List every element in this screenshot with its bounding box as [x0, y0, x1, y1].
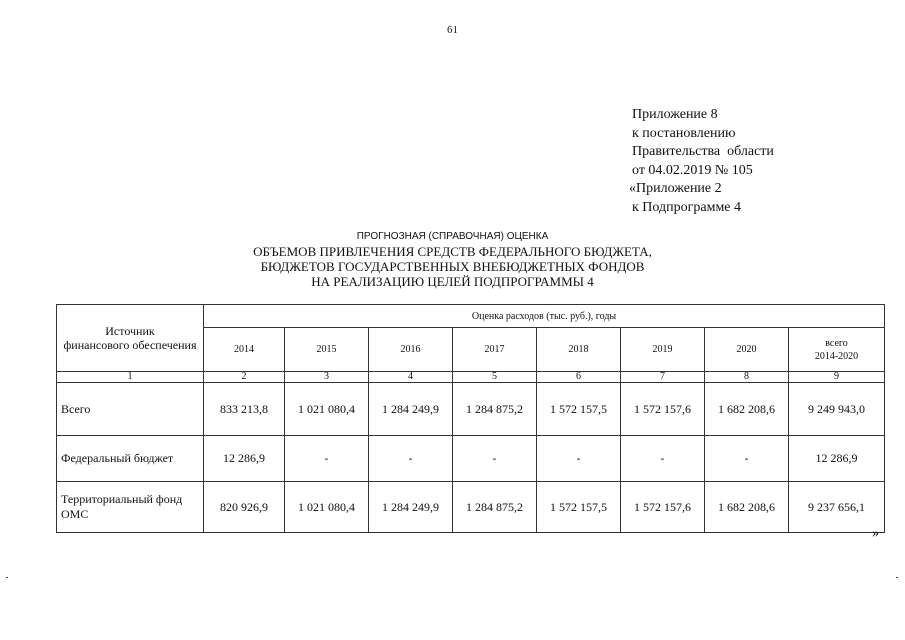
column-number: 9	[789, 372, 885, 383]
table-cell: 1 572 157,6	[621, 482, 705, 533]
column-number-row	[57, 372, 885, 383]
column-number: 8	[705, 372, 789, 383]
table-cell: -	[285, 436, 369, 482]
table-cell: -	[705, 436, 789, 482]
year-header: 2015	[285, 328, 369, 372]
table-cell: 833 213,8	[204, 383, 285, 436]
page-number: 61	[447, 24, 458, 36]
scan-edge-mark	[896, 577, 898, 578]
column-number: 1	[57, 372, 204, 383]
total-header-line: всего	[825, 337, 848, 349]
appendix-reference	[629, 106, 774, 217]
heading-line: НА РЕАЛИЗАЦИЮ ЦЕЛЕЙ ПОДПРОГРАММЫ 4	[311, 274, 594, 289]
table-cell: 9 237 656,1	[789, 482, 885, 533]
year-header: 2020	[705, 328, 789, 372]
table-cell: 1 021 080,4	[285, 383, 369, 436]
appendix-line: к постановлению	[632, 125, 736, 141]
table-cell: 12 286,9	[204, 436, 285, 482]
total-header-line: 2014-2020	[814, 350, 859, 362]
heading-line: ОБЪЕМОВ ПРИВЛЕЧЕНИЯ СРЕДСТВ ФЕДЕРАЛЬНОГО БЮДЖЕТА,	[253, 244, 652, 259]
closing-quote: »	[872, 526, 879, 541]
table-cell: 1 021 080,4	[285, 482, 369, 533]
appendix-line: Правительства области	[632, 144, 774, 159]
year-header: 2014	[204, 328, 285, 372]
document-heading	[0, 229, 905, 289]
funding-table	[56, 304, 885, 533]
row-label: Федеральный бюджет	[57, 436, 204, 482]
table-cell: 9 249 943,0	[789, 383, 885, 436]
source-column-header	[57, 305, 204, 372]
table-cell: 1 682 208,6	[705, 383, 789, 436]
expense-estimate-header: Оценка расходов (тыс. руб.), годы	[204, 305, 885, 328]
table-cell: 1 572 157,5	[537, 383, 621, 436]
table-row	[57, 482, 885, 533]
row-label: Всего	[57, 383, 204, 436]
heading-line: БЮДЖЕТОВ ГОСУДАРСТВЕННЫХ ВНЕБЮДЖЕТНЫХ ФОНДОВ	[260, 259, 645, 274]
appendix-line: Приложение 8	[632, 107, 718, 122]
heading-line: ПРОГНОЗНАЯ (СПРАВОЧНАЯ) ОЦЕНКА	[356, 231, 549, 242]
column-number: 4	[369, 372, 453, 383]
table-cell: -	[621, 436, 705, 482]
year-header: 2018	[537, 328, 621, 372]
table-row	[57, 436, 885, 482]
table-cell: 1 572 157,6	[621, 383, 705, 436]
column-number: 6	[537, 372, 621, 383]
table-cell: -	[537, 436, 621, 482]
column-number: 5	[453, 372, 537, 383]
table-cell: 12 286,9	[789, 436, 885, 482]
source-header-line: Источник	[105, 324, 155, 338]
table-cell: 820 926,9	[204, 482, 285, 533]
table-cell: 1 284 875,2	[453, 383, 537, 436]
appendix-line: к Подпрограмме 4	[632, 199, 742, 215]
year-header: 2019	[621, 328, 705, 372]
row-label: Территориальный фонд ОМС	[57, 482, 204, 533]
appendix-line: «Приложение 2	[629, 181, 722, 196]
table-cell: -	[453, 436, 537, 482]
year-header: 2017	[453, 328, 537, 372]
table-cell: 1 682 208,6	[705, 482, 789, 533]
table-row	[57, 383, 885, 436]
column-number: 7	[621, 372, 705, 383]
table-cell: -	[369, 436, 453, 482]
table-cell: 1 572 157,5	[537, 482, 621, 533]
year-header: 2016	[369, 328, 453, 372]
table-cell: 1 284 249,9	[369, 383, 453, 436]
scan-edge-mark	[6, 577, 8, 578]
column-number: 3	[285, 372, 369, 383]
source-header-line: финансового обеспечения	[63, 338, 197, 352]
table-cell: 1 284 249,9	[369, 482, 453, 533]
table-cell: 1 284 875,2	[453, 482, 537, 533]
appendix-line: от 04.02.2019 № 105	[632, 162, 753, 178]
column-number: 2	[204, 372, 285, 383]
total-column-header	[789, 328, 885, 372]
